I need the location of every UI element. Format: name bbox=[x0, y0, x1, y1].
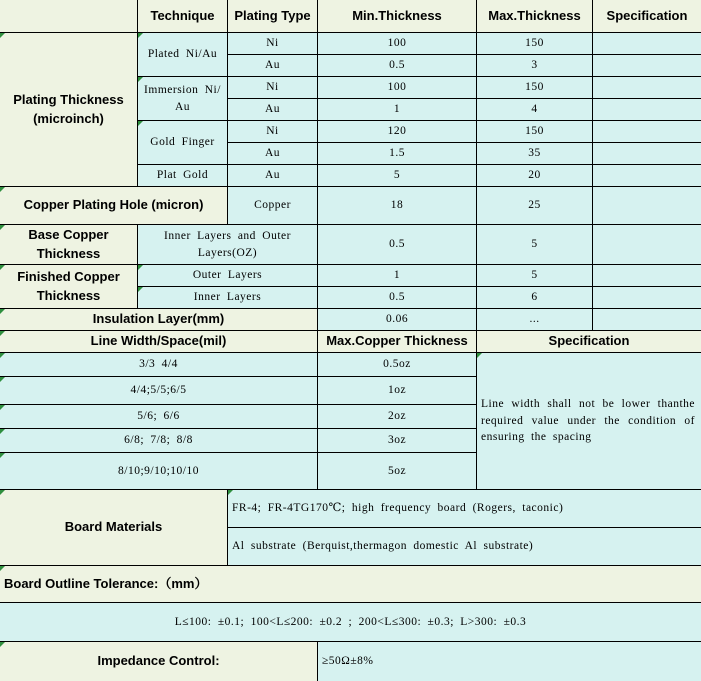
line-width-cell: 6/8; 7/8; 8/8 bbox=[0, 429, 317, 452]
copper-thickness-cell: 2oz bbox=[318, 405, 476, 428]
plating-type-cell: Ni bbox=[228, 33, 317, 54]
finished-copper-label: Finished Copper Thickness bbox=[0, 265, 137, 308]
header-plating-type: Plating Type bbox=[228, 0, 317, 32]
finished-copper-type: Inner Layers bbox=[138, 287, 317, 308]
max-thickness-cell: 150 bbox=[477, 33, 592, 54]
technique-plated-ni-au: Plated Ni/Au bbox=[138, 33, 227, 76]
line-width-specification-text: Line width shall not be lower thanthe required value under the condition of ensuring the spacing bbox=[477, 353, 701, 489]
technique-plat-gold: Plat Gold bbox=[138, 165, 227, 186]
finished-copper-type: Outer Layers bbox=[138, 265, 317, 286]
specification-cell bbox=[593, 265, 701, 286]
board-outline-value: L≤100: ±0.1; 100<L≤200: ±0.2 ; 200<L≤300: ±0.3; L>300: ±0.3 bbox=[0, 603, 701, 641]
max-thickness-cell: 25 bbox=[477, 187, 592, 224]
board-materials-label: Board Materials bbox=[0, 490, 227, 565]
header-technique: Technique bbox=[138, 0, 227, 32]
header-specification: Specification bbox=[593, 0, 701, 32]
copper-plating-hole-label: Copper Plating Hole (micron) bbox=[0, 187, 227, 224]
min-thickness-cell: 100 bbox=[318, 77, 476, 98]
min-thickness-cell: 1 bbox=[318, 99, 476, 120]
line-width-cell: 8/10;9/10;10/10 bbox=[0, 453, 317, 489]
max-thickness-cell: 3 bbox=[477, 55, 592, 76]
specification-cell bbox=[593, 77, 701, 98]
max-thickness-cell: 20 bbox=[477, 165, 592, 186]
max-thickness-cell: 5 bbox=[477, 225, 592, 264]
copper-thickness-cell: 0.5oz bbox=[318, 353, 476, 376]
min-thickness-cell: 1.5 bbox=[318, 143, 476, 164]
min-thickness-cell: 0.06 bbox=[318, 309, 476, 330]
min-thickness-cell: 100 bbox=[318, 33, 476, 54]
copper-thickness-cell: 3oz bbox=[318, 429, 476, 452]
max-thickness-cell: 150 bbox=[477, 77, 592, 98]
max-copper-thickness-header: Max.Copper Thickness bbox=[318, 331, 476, 352]
min-thickness-cell: 5 bbox=[318, 165, 476, 186]
min-thickness-cell: 120 bbox=[318, 121, 476, 142]
specification-cell bbox=[593, 165, 701, 186]
specification-cell bbox=[593, 99, 701, 120]
min-thickness-cell: 0.5 bbox=[318, 225, 476, 264]
plating-type-cell: Au bbox=[228, 165, 317, 186]
specification-cell bbox=[593, 309, 701, 330]
specification-cell bbox=[593, 187, 701, 224]
min-thickness-cell: 1 bbox=[318, 265, 476, 286]
plating-type-cell: Ni bbox=[228, 77, 317, 98]
line-width-cell: 4/4;5/5;6/5 bbox=[0, 377, 317, 404]
min-thickness-cell: 18 bbox=[318, 187, 476, 224]
max-thickness-cell: 35 bbox=[477, 143, 592, 164]
specification-cell bbox=[593, 287, 701, 308]
plating-type-cell: Au bbox=[228, 55, 317, 76]
board-material-row: FR-4; FR-4TG170℃; high frequency board (Rogers, taconic) bbox=[228, 490, 701, 527]
max-thickness-cell: 6 bbox=[477, 287, 592, 308]
header-min-thickness: Min.Thickness bbox=[318, 0, 476, 32]
board-material-row: Al substrate (Berquist,thermagon domestic Al substrate) bbox=[228, 528, 701, 565]
specification-cell bbox=[593, 121, 701, 142]
specification-cell bbox=[593, 33, 701, 54]
base-copper-type: Inner Layers and Outer Layers(OZ) bbox=[138, 225, 317, 264]
plating-type-cell: Copper bbox=[228, 187, 317, 224]
line-width-cell: 5/6; 6/6 bbox=[0, 405, 317, 428]
plating-thickness-label: Plating Thickness (microinch) bbox=[0, 33, 137, 186]
min-thickness-cell: 0.5 bbox=[318, 55, 476, 76]
insulation-layer-label: Insulation Layer(mm) bbox=[0, 309, 317, 330]
board-outline-label: Board Outline Tolerance:（mm） bbox=[0, 566, 701, 602]
copper-thickness-cell: 5oz bbox=[318, 453, 476, 489]
specification-cell bbox=[593, 143, 701, 164]
line-width-specification-header: Specification bbox=[477, 331, 701, 352]
impedance-control-label: Impedance Control: bbox=[0, 642, 317, 681]
specification-cell bbox=[593, 225, 701, 264]
header-max-thickness: Max.Thickness bbox=[477, 0, 592, 32]
base-copper-label: Base Copper Thickness bbox=[0, 225, 137, 264]
max-thickness-cell: 4 bbox=[477, 99, 592, 120]
plating-type-cell: Au bbox=[228, 99, 317, 120]
min-thickness-cell: 0.5 bbox=[318, 287, 476, 308]
plating-type-cell: Au bbox=[228, 143, 317, 164]
max-thickness-cell: 5 bbox=[477, 265, 592, 286]
max-thickness-cell: 150 bbox=[477, 121, 592, 142]
line-width-header: Line Width/Space(mil) bbox=[0, 331, 317, 352]
impedance-control-value: ≥50Ω±8% bbox=[318, 642, 701, 681]
copper-thickness-cell: 1oz bbox=[318, 377, 476, 404]
header-corner-cell bbox=[0, 0, 137, 32]
technique-immersion-ni-au: Immersion Ni/ Au bbox=[138, 77, 227, 120]
plating-type-cell: Ni bbox=[228, 121, 317, 142]
max-thickness-cell: ... bbox=[477, 309, 592, 330]
specification-cell bbox=[593, 55, 701, 76]
technique-gold-finger: Gold Finger bbox=[138, 121, 227, 164]
line-width-cell: 3/3 4/4 bbox=[0, 353, 317, 376]
